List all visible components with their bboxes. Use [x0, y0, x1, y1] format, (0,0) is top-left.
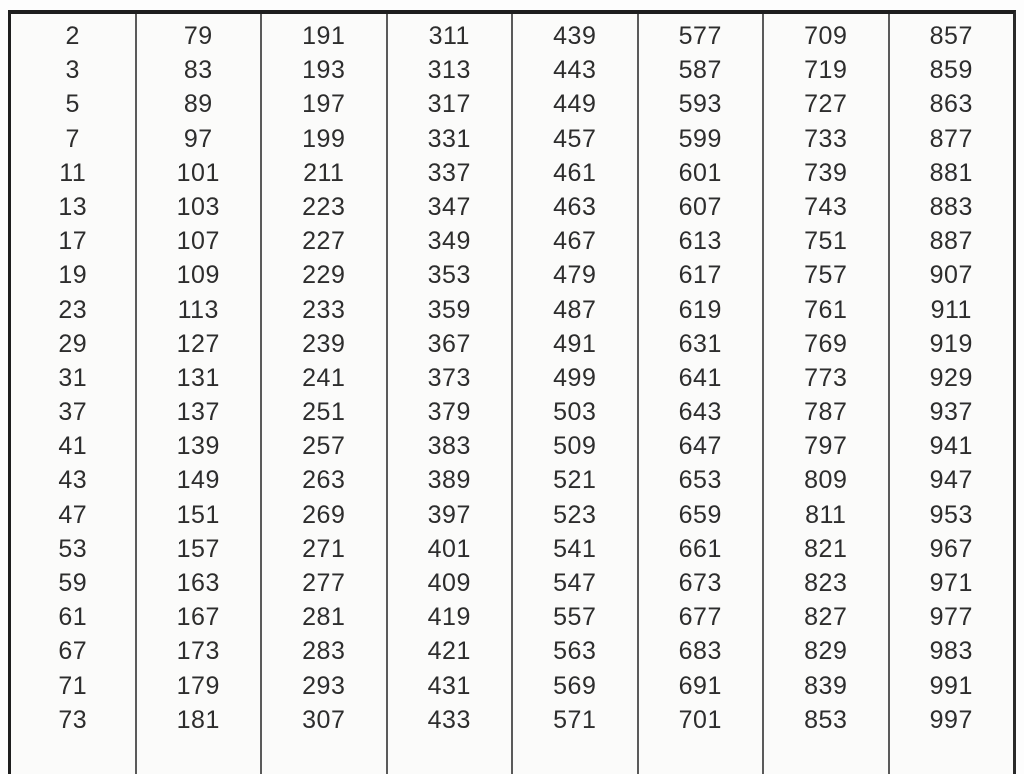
prime-cell: 809 [804, 466, 848, 495]
prime-cell: 727 [804, 90, 848, 119]
prime-cell: 409 [427, 569, 471, 597]
prime-cell: 431 [427, 671, 471, 700]
prime-cell: 787 [804, 398, 848, 427]
prime-cell: 643 [678, 398, 722, 427]
prime-cell: 487 [553, 295, 597, 324]
prime-cell: 859 [929, 56, 973, 85]
prime-cell: 89 [183, 90, 213, 119]
prime-cell: 857 [929, 22, 973, 50]
prime-cell: 373 [427, 363, 471, 392]
prime-cell: 83 [183, 56, 213, 85]
prime-cell: 607 [678, 192, 722, 221]
prime-column-7 [764, 14, 890, 774]
prime-cell: 179 [176, 671, 220, 700]
prime-cell: 367 [427, 329, 471, 358]
prime-cell: 269 [302, 500, 346, 529]
prime-cell: 823 [804, 569, 848, 597]
prime-cell: 23 [58, 295, 88, 324]
prime-cell: 991 [929, 671, 973, 700]
prime-cell: 587 [678, 56, 722, 85]
prime-cell: 673 [678, 569, 722, 597]
prime-cell: 523 [553, 500, 597, 529]
prime-cell: 457 [553, 124, 597, 153]
prime-cell: 661 [678, 534, 722, 563]
prime-cell: 151 [176, 500, 220, 529]
prime-cell: 37 [58, 398, 88, 427]
prime-number-table [8, 10, 1016, 774]
prime-cell: 739 [804, 158, 848, 187]
prime-cell: 29 [58, 329, 88, 358]
prime-cell: 677 [678, 603, 722, 632]
prime-cell: 881 [929, 158, 973, 187]
prime-cell: 239 [302, 329, 346, 358]
prime-cell: 19 [58, 261, 88, 290]
prime-cell: 769 [804, 329, 848, 358]
prime-cell: 797 [804, 432, 848, 461]
prime-cell: 251 [302, 398, 346, 427]
prime-cell: 491 [553, 329, 597, 358]
prime-cell: 277 [302, 569, 346, 597]
prime-cell: 571 [553, 705, 597, 734]
prime-cell: 593 [678, 90, 722, 119]
prime-cell: 311 [428, 22, 470, 50]
prime-cell: 967 [929, 534, 973, 563]
prime-cell: 59 [58, 569, 88, 597]
prime-cell: 131 [176, 363, 220, 392]
prime-cell: 821 [804, 534, 848, 563]
prime-cell: 233 [302, 295, 346, 324]
prime-column-3 [262, 14, 388, 774]
prime-cell: 557 [553, 603, 597, 632]
prime-cell: 101 [176, 158, 220, 187]
prime-cell: 197 [302, 90, 346, 119]
prime-cell: 751 [804, 227, 848, 256]
prime-cell: 401 [427, 534, 471, 563]
prime-cell: 379 [427, 398, 471, 427]
prime-cell: 691 [678, 671, 722, 700]
prime-cell: 167 [176, 603, 220, 632]
prime-column-6 [639, 14, 765, 774]
prime-cell: 569 [553, 671, 597, 700]
prime-cell: 977 [929, 603, 973, 632]
prime-cell: 953 [929, 500, 973, 529]
prime-cell: 257 [302, 432, 346, 461]
prime-cell: 281 [302, 603, 346, 632]
prime-cell: 449 [553, 90, 597, 119]
prime-cell: 157 [176, 534, 220, 563]
prime-cell: 47 [58, 500, 88, 529]
prime-column-1 [11, 14, 137, 774]
prime-cell: 241 [302, 363, 346, 392]
prime-cell: 227 [302, 227, 346, 256]
prime-cell: 479 [553, 261, 597, 290]
prime-cell: 827 [804, 603, 848, 632]
prime-cell: 653 [678, 466, 722, 495]
prime-cell: 911 [930, 295, 972, 324]
prime-cell: 877 [929, 124, 973, 153]
prime-cell: 211 [303, 158, 345, 187]
prime-cell: 971 [929, 569, 973, 597]
prime-cell: 223 [302, 192, 346, 221]
prime-cell: 71 [58, 671, 88, 700]
prime-column-2 [137, 14, 263, 774]
prime-cell: 331 [427, 124, 471, 153]
prime-cell: 389 [427, 466, 471, 495]
prime-cell: 997 [929, 705, 973, 734]
prime-cell: 601 [678, 158, 722, 187]
prime-cell: 647 [678, 432, 722, 461]
prime-cell: 863 [929, 90, 973, 119]
prime-cell: 307 [302, 705, 346, 734]
prime-cell: 181 [176, 705, 220, 734]
prime-cell: 61 [58, 603, 88, 632]
prime-cell: 137 [176, 398, 220, 427]
prime-column-5 [513, 14, 639, 774]
prime-cell: 107 [176, 227, 220, 256]
prime-cell: 17 [58, 227, 88, 256]
prime-cell: 701 [678, 705, 722, 734]
prime-cell: 983 [929, 637, 973, 666]
prime-column-4 [388, 14, 514, 774]
prime-cell: 947 [929, 466, 973, 495]
prime-cell: 709 [804, 22, 848, 50]
prime-cell: 883 [929, 192, 973, 221]
prime-cell: 11 [59, 158, 87, 187]
prime-cell: 829 [804, 637, 848, 666]
prime-cell: 263 [302, 466, 346, 495]
prime-cell: 443 [553, 56, 597, 85]
prime-cell: 3 [65, 56, 80, 85]
prime-cell: 433 [427, 705, 471, 734]
prime-cell: 283 [302, 637, 346, 666]
prime-cell: 617 [678, 261, 722, 290]
prime-cell: 929 [929, 363, 973, 392]
prime-cell: 139 [176, 432, 220, 461]
prime-cell: 43 [58, 466, 88, 495]
prime-cell: 229 [302, 261, 346, 290]
prime-cell: 31 [58, 363, 88, 392]
prime-cell: 521 [553, 466, 597, 495]
prime-cell: 173 [176, 637, 220, 666]
prime-cell: 347 [427, 192, 471, 221]
prime-cell: 811 [805, 500, 847, 529]
prime-cell: 79 [183, 22, 213, 50]
prime-cell: 73 [58, 705, 88, 734]
prime-cell: 761 [804, 295, 848, 324]
prime-cell: 743 [804, 192, 848, 221]
prime-cell: 853 [804, 705, 848, 734]
prime-cell: 641 [678, 363, 722, 392]
prime-cell: 773 [804, 363, 848, 392]
prime-cell: 313 [427, 56, 471, 85]
prime-cell: 907 [929, 261, 973, 290]
prime-cell: 461 [553, 158, 597, 187]
prime-column-8 [890, 14, 1014, 774]
prime-cell: 67 [58, 637, 88, 666]
prime-cell: 97 [183, 124, 213, 153]
prime-cell: 503 [553, 398, 597, 427]
prime-cell: 337 [427, 158, 471, 187]
prime-cell: 2 [65, 22, 80, 50]
prime-cell: 397 [427, 500, 471, 529]
prime-cell: 199 [302, 124, 346, 153]
prime-cell: 293 [302, 671, 346, 700]
prime-cell: 7 [65, 124, 80, 153]
prime-cell: 163 [176, 569, 220, 597]
prime-cell: 659 [678, 500, 722, 529]
prime-cell: 719 [804, 56, 848, 85]
prime-cell: 127 [176, 329, 220, 358]
prime-cell: 631 [678, 329, 722, 358]
prime-cell: 599 [678, 124, 722, 153]
prime-cell: 317 [427, 90, 471, 119]
prime-cell: 619 [678, 295, 722, 324]
prime-cell: 683 [678, 637, 722, 666]
prime-cell: 937 [929, 398, 973, 427]
prime-cell: 353 [427, 261, 471, 290]
prime-cell: 563 [553, 637, 597, 666]
prime-cell: 757 [804, 261, 848, 290]
prime-cell: 191 [302, 22, 346, 50]
prime-cell: 499 [553, 363, 597, 392]
prime-cell: 463 [553, 192, 597, 221]
prime-cell: 419 [427, 603, 471, 632]
prime-cell: 113 [177, 295, 219, 324]
prime-cell: 467 [553, 227, 597, 256]
prime-cell: 149 [176, 466, 220, 495]
prime-cell: 439 [553, 22, 597, 50]
prime-cell: 359 [427, 295, 471, 324]
prime-cell: 271 [302, 534, 346, 563]
prime-cell: 941 [929, 432, 973, 461]
prime-cell: 5 [65, 90, 80, 119]
prime-cell: 13 [58, 192, 88, 221]
prime-cell: 109 [176, 261, 220, 290]
prime-cell: 349 [427, 227, 471, 256]
prime-cell: 509 [553, 432, 597, 461]
prime-cell: 919 [929, 329, 973, 358]
prime-cell: 541 [553, 534, 597, 563]
prime-cell: 383 [427, 432, 471, 461]
prime-cell: 421 [427, 637, 471, 666]
prime-cell: 577 [678, 22, 722, 50]
prime-cell: 887 [929, 227, 973, 256]
prime-cell: 613 [678, 227, 722, 256]
prime-cell: 41 [58, 432, 88, 461]
prime-cell: 53 [58, 534, 88, 563]
prime-cell: 733 [804, 124, 848, 153]
prime-cell: 103 [176, 192, 220, 221]
prime-cell: 547 [553, 569, 597, 597]
prime-cell: 839 [804, 671, 848, 700]
prime-cell: 193 [302, 56, 346, 85]
